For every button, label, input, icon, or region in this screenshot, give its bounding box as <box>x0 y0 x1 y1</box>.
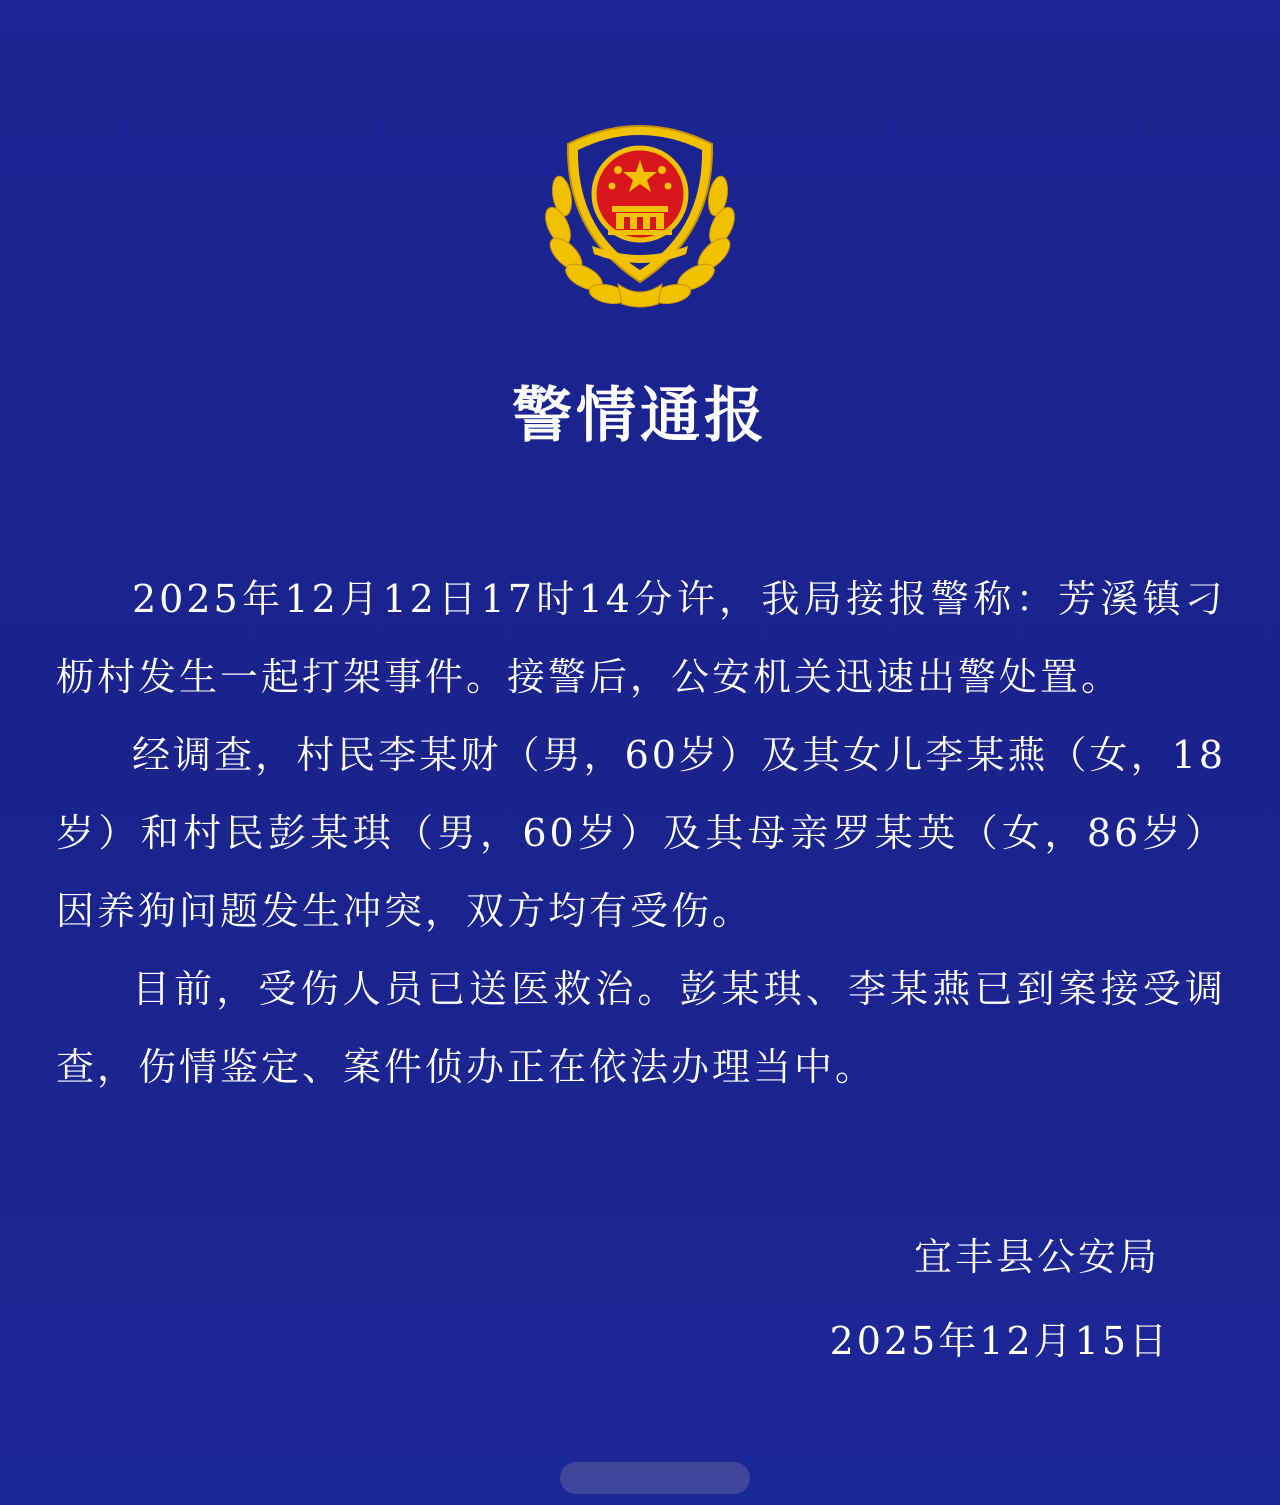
signature-block <box>750 1222 1170 1376</box>
blurred-watermark <box>560 1462 750 1494</box>
issuing-organization: 宜丰县公安局 <box>913 1235 1160 1279</box>
notice-body <box>56 560 1226 1106</box>
paragraph-current-status: 目前，受伤人员已送医救治。彭某琪、李某燕已到案接受调查，伤情鉴定、案件侦办正在依法办理当中。 <box>56 967 1226 1089</box>
notice-title: 警情通报 <box>512 381 768 451</box>
paragraph-incident-report: 2025年12月12日17时14分许，我局接报警称：芳溪镇刁枥村发生一起打架事件。接警后，公安机关迅速出警处置。 <box>56 577 1226 699</box>
police-emblem-icon <box>540 114 740 314</box>
issue-date: 2025年12月15日 <box>829 1319 1170 1363</box>
paragraph-investigation: 经调查，村民李某财（男，60岁）及其女儿李某燕（女，18岁）和村民彭某琪（男，60岁）及其母亲罗某英（女，86岁）因养狗问题发生冲突，双方均有受伤。 <box>56 733 1226 933</box>
